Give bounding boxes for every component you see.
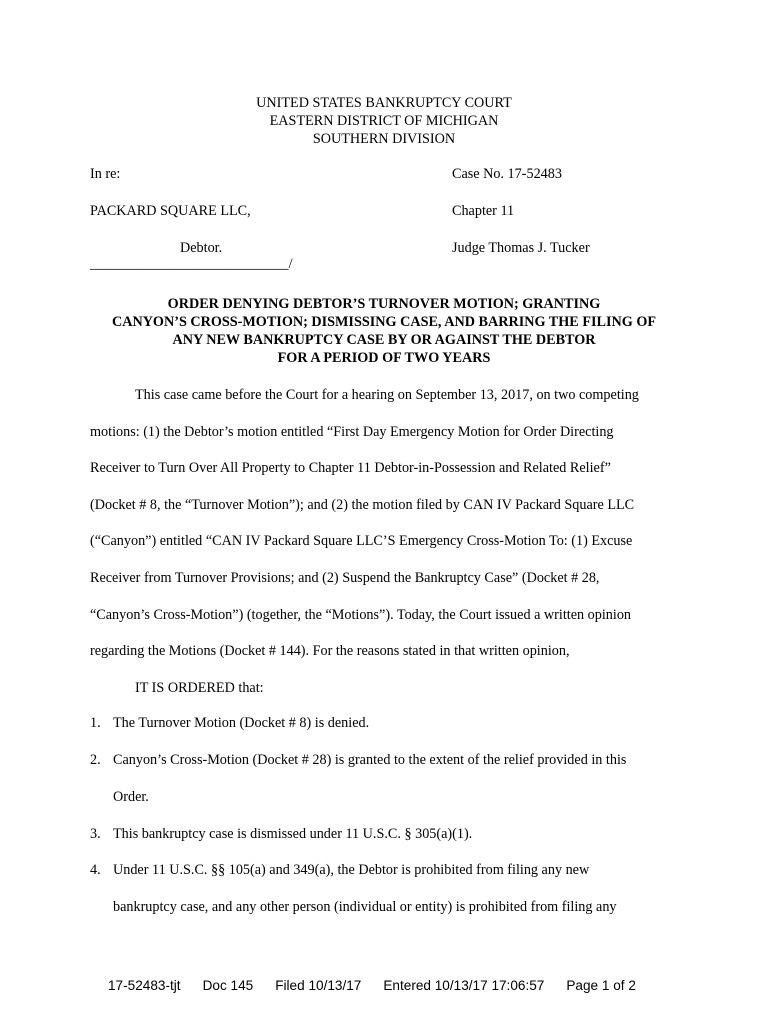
order-title: [0, 295, 768, 367]
title-line: FOR A PERIOD OF TWO YEARS: [277, 350, 491, 366]
footer-entered: Entered 10/13/17 17:06:57: [383, 978, 545, 993]
caption-underline: ____________________________/: [90, 256, 293, 272]
court-division: SOUTHERN DIVISION: [312, 131, 456, 147]
item-text: Under 11 U.S.C. §§ 105(a) and 349(a), the Debtor is prohibited from filing any new: [113, 862, 590, 878]
paragraph-line: regarding the Motions (Docket # 144). For the reasons stated in that written opinion,: [90, 643, 570, 660]
item-number: 1.: [90, 715, 101, 731]
chapter: Chapter 11: [452, 203, 515, 219]
court-name: UNITED STATES BANKRUPTCY COURT: [256, 95, 512, 111]
paragraph-line: This case came before the Court for a hearing on September 13, 2017, on two competing: [135, 387, 639, 403]
item-text: bankruptcy case, and any other person (individual or entity) is prohibited from filing any: [113, 898, 617, 915]
footer-doc: Doc 145: [202, 978, 254, 993]
caption-party: PACKARD SQUARE LLC,: [90, 203, 251, 219]
caption-role: Debtor.: [180, 240, 223, 256]
order-item: [90, 742, 690, 815]
case-number: Case No. 17-52483: [452, 166, 562, 182]
paragraph-line: Receiver to Turn Over All Property to Chapter 11 Debtor-in-Possession and Related Relief”: [90, 460, 611, 477]
court-district: EASTERN DISTRICT OF MICHIGAN: [269, 113, 499, 129]
paragraph-line: (“Canyon”) entitled “CAN IV Packard Square LLC’S Emergency Cross-Motion To: (1) Excuse: [90, 533, 633, 550]
judge: Judge Thomas J. Tucker: [452, 240, 590, 256]
title-line: ORDER DENYING DEBTOR’S TURNOVER MOTION; GRANTING: [167, 296, 601, 312]
court-header: [0, 94, 768, 148]
ordered-heading: IT IS ORDERED that:: [135, 680, 264, 696]
item-text: Order.: [113, 788, 149, 805]
order-item: [90, 705, 690, 742]
item-number: 3.: [90, 826, 101, 842]
footer-case: 17-52483-tjt: [108, 978, 181, 993]
item-text: This bankruptcy case is dismissed under 11 U.S.C. § 305(a)(1).: [113, 826, 473, 842]
paragraph-line: “Canyon’s Cross-Motion”) (together, the “Motions”). Today, the Court issued a written opinion: [90, 606, 632, 623]
title-line: CANYON’S CROSS-MOTION; DISMISSING CASE, AND BARRING THE FILING OF: [111, 314, 657, 330]
title-line: ANY NEW BANKRUPTCY CASE BY OR AGAINST THE DEBTOR: [172, 332, 596, 348]
order-item: [90, 852, 690, 925]
paragraph-line: motions: (1) the Debtor’s motion entitled “First Day Emergency Motion for Order Directing: [90, 423, 614, 440]
item-number: 2.: [90, 752, 101, 768]
order-item: [90, 816, 690, 853]
docket-footer: [108, 978, 636, 993]
caption-in-re: In re:: [90, 166, 121, 182]
paragraph-line: (Docket # 8, the “Turnover Motion”); and (2) the motion filed by CAN IV Packard Square LLC: [90, 496, 635, 513]
paragraph-line: Receiver from Turnover Provisions; and (2) Suspend the Bankruptcy Case” (Docket # 28,: [90, 569, 600, 586]
item-number: 4.: [90, 862, 101, 878]
item-text: The Turnover Motion (Docket # 8) is denied.: [113, 715, 370, 731]
footer-page: Page 1 of 2: [566, 978, 636, 993]
body-paragraph: [90, 377, 680, 670]
item-text: Canyon’s Cross-Motion (Docket # 28) is granted to the extent of the relief provided in this: [113, 752, 627, 768]
footer-filed: Filed 10/13/17: [275, 978, 362, 993]
